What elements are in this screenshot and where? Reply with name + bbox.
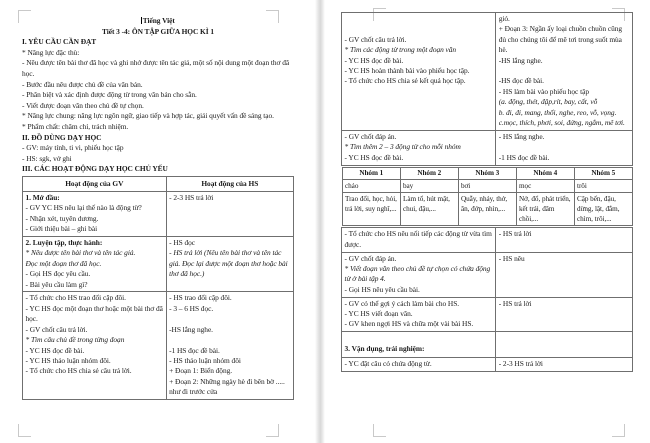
- table-row: [23, 191, 294, 236]
- cell-line: - 3 – 6 HS đọc.: [169, 303, 214, 313]
- table-row: [342, 228, 633, 252]
- cell-line: - YC HS thảo luận nhóm đôi.: [25, 355, 111, 365]
- table-header-row: [23, 177, 294, 191]
- cell-gv: [23, 191, 167, 236]
- cell-gv: [342, 228, 496, 252]
- cell-line: Đọc một đoạn thơ đã học.: [25, 258, 102, 268]
- cell-line: - HS nêu: [498, 253, 525, 263]
- cell-line: - 2-3 HS trả lời: [498, 359, 543, 369]
- nhom-word-row: [342, 180, 632, 193]
- crop-mark-bottom-right: [612, 424, 625, 437]
- subject-title: Tiếng Việt: [142, 16, 175, 25]
- cell-line: - YC HS đọc một đoạn thơ hoặc một bài thơ đã học.: [25, 303, 163, 324]
- cell-hs: [496, 297, 633, 332]
- cell-hs: [496, 228, 633, 252]
- cell-line: - HS làm bài vào phiếu học tập: [498, 86, 589, 96]
- cell-line: - GV YC HS nêu lại thế nào là động từ?: [25, 203, 142, 213]
- cell-hs: [166, 292, 293, 400]
- nhom-header: Nhóm 5: [574, 167, 632, 180]
- section-i-body: [22, 48, 294, 133]
- cell-hs: [496, 130, 633, 165]
- cell-hs: [166, 236, 293, 292]
- section-iii-heading: III. CÁC HOẠT ĐỘNG DẠY HỌC CHỦ YẾU: [22, 164, 168, 174]
- cell-line: - YC HS đọc đề bài.: [344, 55, 404, 65]
- section-i-line: * Phẩm chất: chăm chỉ, trách nhiệm.: [22, 121, 129, 131]
- cell-hs: [496, 358, 633, 372]
- section-ii-body: [22, 143, 294, 164]
- cell-line: [345, 24, 494, 34]
- cell-line: [345, 333, 494, 343]
- cell-gv: [23, 236, 167, 292]
- cell-line: - HS trả lời: [498, 229, 532, 239]
- cell-line: - GV chốt câu trả lời.: [25, 324, 88, 334]
- cell-line: 3. Vận dụng, trải nghiệm:: [344, 343, 425, 353]
- table-row-nhom-wrapper: [342, 165, 633, 228]
- cell-line: - GV chốt câu trả lời.: [344, 34, 407, 44]
- document-page-left[interactable]: [0, 0, 315, 443]
- nhom-word: bay: [400, 180, 458, 193]
- cell-line: - GV khen ngợi HS và chữa một vài bài HS.: [344, 319, 474, 329]
- cell-line: - HS đọc: [169, 237, 196, 247]
- cell-line: + Đoạn 1: Biển động.: [169, 366, 233, 376]
- cell-line: (a. động, thét, đập,rít, bay, cất, vỗ: [498, 97, 598, 107]
- table-row: [342, 13, 633, 131]
- section-ii-line: - GV: máy tính, ti vi, phiếu học tập: [22, 143, 124, 153]
- nhom-word: bơi: [458, 180, 516, 193]
- cell-line: - Bài yêu cầu làm gì?: [25, 279, 88, 289]
- cell-line: gió.: [498, 14, 510, 23]
- cell-line: [499, 142, 630, 152]
- table-row: [342, 332, 633, 358]
- table-row: [23, 236, 294, 292]
- cell-line: b. đi, đi, mang, thổi, nghe, reo, vỗ, vọng.: [498, 107, 617, 117]
- cell-line: * Nêu được tên bài thơ và tên tác giả.: [25, 248, 136, 258]
- cell-line: -1 HS đọc đề bài.: [169, 345, 220, 355]
- cell-nhom-wrapper: [342, 165, 633, 228]
- cell-hs: [496, 252, 633, 297]
- cell-line: - GV chốt đáp án.: [344, 253, 397, 263]
- cell-line: - HS trả lời: [498, 298, 532, 308]
- cell-gv: [342, 13, 496, 131]
- page-gutter: [315, 0, 325, 443]
- cell-gv: [342, 130, 496, 165]
- section-i-line: - Nêu được tên bài thơ đã học và ghi nhớ được tên tác giả, một số nội dung một đoạn thơ đã học.: [22, 58, 290, 78]
- page-right-content: [341, 12, 633, 372]
- nhom-header-row: [342, 167, 632, 180]
- cell-line: -HS lắng nghe.: [498, 55, 543, 65]
- cell-gv: [23, 292, 167, 400]
- cell-line: - HS trả lời (Nêu tên bài thơ và tên tác giả. Đọc lại được một đoạn thơ hoặc bài thơ đã học.): [169, 248, 288, 279]
- cell-line: + Đoạn 2: Những ngày hè đi bên bờ ..... như đi trước cửa: [169, 376, 285, 397]
- cell-line: - Tổ chức cho HS chia sẻ câu trả lời.: [25, 366, 132, 376]
- cell-line: - GV chốt đáp án.: [344, 131, 397, 141]
- section-ii-heading: II. ĐỒ DÙNG DẠY HỌC: [22, 132, 102, 142]
- table-row: [342, 130, 633, 165]
- cell-line: * Tìm câu chủ đề trong từng đoạn: [25, 335, 125, 345]
- cell-gv: [342, 297, 496, 332]
- cell-line: 2. Luyện tập, thực hành:: [25, 237, 103, 247]
- nhom-answer-row: [342, 193, 632, 226]
- nhom-header: Nhóm 1: [342, 167, 400, 180]
- cell-line: [169, 314, 291, 324]
- cell-line: + Đoạn 3: Ngần ấy loại chuồn chuồn cũng đủ cho chúng tôi để mê tơi trong suốt mùa hè.: [498, 24, 623, 55]
- nhom-word: chảo: [342, 180, 400, 193]
- nhom-answer: Làm tổ, hút mật, chui, đậu,...: [400, 193, 458, 226]
- column-header-hs: Hoạt động của HS: [166, 177, 293, 191]
- cell-line: [169, 335, 291, 345]
- section-i-heading: I. YÊU CẦU CẦN ĐẠT: [22, 37, 97, 47]
- cell-line: - Giới thiệu bài – ghi bài: [25, 224, 98, 234]
- nhom-table: [342, 167, 633, 227]
- cell-line: - YC HS đọc đề bài.: [25, 345, 85, 355]
- cell-line: - HS trao đổi cặp đôi.: [169, 293, 232, 303]
- crop-mark-bottom-left: [18, 424, 31, 437]
- cell-line: -1 HS đọc đề bài.: [498, 152, 550, 162]
- cell-line: - Gọi HS nêu yêu cầu bài.: [344, 284, 420, 294]
- cell-line: - YC đặt câu có chứa động từ.: [344, 359, 432, 369]
- cell-line: c.mọc, thích, phơi, soi, đứng, ngắm, mê tơi.: [498, 118, 625, 128]
- section-i-line: * Năng lực chung: năng lực ngôn ngữ, giao tiếp và hợp tác, giải quyết vấn đề sáng tạo.: [22, 111, 274, 121]
- nhom-header: Nhóm 2: [400, 167, 458, 180]
- section-i-line: - Phân biệt và xác định được động từ trong văn bản cho sẵn.: [22, 90, 197, 100]
- activities-table-continued: [341, 12, 633, 372]
- cell-line: - HS lắng nghe.: [498, 131, 545, 141]
- cell-gv: [342, 332, 496, 358]
- nhom-header: Nhóm 4: [516, 167, 574, 180]
- page-left-content: [22, 16, 294, 400]
- cell-line: -HS đọc đề bài.: [498, 76, 544, 86]
- cell-line: - Tổ chức cho HS nêu nối tiếp các động từ vừa tìm được.: [344, 229, 492, 249]
- document-page-right[interactable]: [325, 0, 650, 443]
- lesson-title: Tiết 3 -4: ÔN TẬP GIỮA HỌC KÌ 1: [101, 26, 215, 36]
- cell-line: - Gọi HS đọc yêu cầu.: [25, 269, 91, 279]
- cell-line: - YC HS đọc đề bài.: [344, 152, 404, 162]
- section-ii-line: - HS: sgk, vở ghi: [22, 153, 72, 163]
- nhom-answer: Nở, đổ, phát triển, kết trái, đâm chồi,...: [516, 193, 574, 226]
- section-i-line: - Bước đầu nêu được chủ đề của văn bản.: [22, 79, 143, 89]
- cell-gv: [342, 358, 496, 372]
- cell-hs: [496, 332, 633, 358]
- cell-line: 1. Mở đầu:: [25, 192, 60, 202]
- crop-mark-bottom-right: [266, 424, 279, 437]
- crop-mark-bottom-left: [373, 424, 386, 437]
- nhom-answer: Quẫy, nhảy, thở, ăn, đớp, nhìn,...: [458, 193, 516, 226]
- table-row: [342, 297, 633, 332]
- cell-line: [345, 14, 494, 24]
- cell-line: - 2-3 HS trả lời: [169, 192, 214, 202]
- nhom-answer: Trao đổi, học, hỏi, trả lời, suy nghĩ,...: [342, 193, 400, 226]
- cell-hs: [166, 191, 293, 236]
- cell-line: [499, 66, 630, 76]
- cell-line: * Tìm các động từ trong một đoạn văn: [344, 45, 457, 55]
- cell-line: - Nhận xét, tuyên dương.: [25, 213, 99, 223]
- section-i-line: - Viết được đoạn văn theo chủ đề tự chọn.: [22, 100, 144, 110]
- nhom-word: mọc: [516, 180, 574, 193]
- nhom-answer: Cập bến, đậu, dừng, lật, đắm, chìm, trôi,...: [574, 193, 632, 226]
- table-row: [342, 358, 633, 372]
- nhom-word: trôi: [574, 180, 632, 193]
- cell-line: -HS lắng nghe.: [169, 324, 213, 334]
- nhom-header: Nhóm 3: [458, 167, 516, 180]
- cell-line: - HS thảo luận nhóm đôi: [169, 355, 241, 365]
- column-header-gv: Hoạt động của GV: [23, 177, 167, 191]
- cell-line: * Viết đoạn văn theo chủ đề tự chọn có chứa động từ ở bài tập 4.: [344, 263, 491, 284]
- cell-hs: [496, 13, 633, 131]
- cell-line: - Tổ chức cho HS trao đổi cặp đôi.: [25, 293, 126, 303]
- table-row: [342, 252, 633, 297]
- cell-line: * Tìm thêm 2 – 3 động từ cho mỗi nhóm: [344, 142, 461, 152]
- cell-line: - YC HS viết đoạn văn.: [344, 309, 413, 319]
- section-i-line: * Năng lực đặc thù:: [22, 47, 80, 57]
- cell-line: - GV có thể gợi ý cách làm bài cho HS.: [344, 298, 460, 308]
- activities-table: [22, 176, 294, 400]
- cell-gv: [342, 252, 496, 297]
- cell-line: - Tổ chức cho HS chia sẻ kết quả học tập.: [344, 76, 466, 86]
- cell-line: - YC HS hoàn thành bài vào phiếu học tập.: [344, 66, 470, 76]
- table-row: [23, 292, 294, 400]
